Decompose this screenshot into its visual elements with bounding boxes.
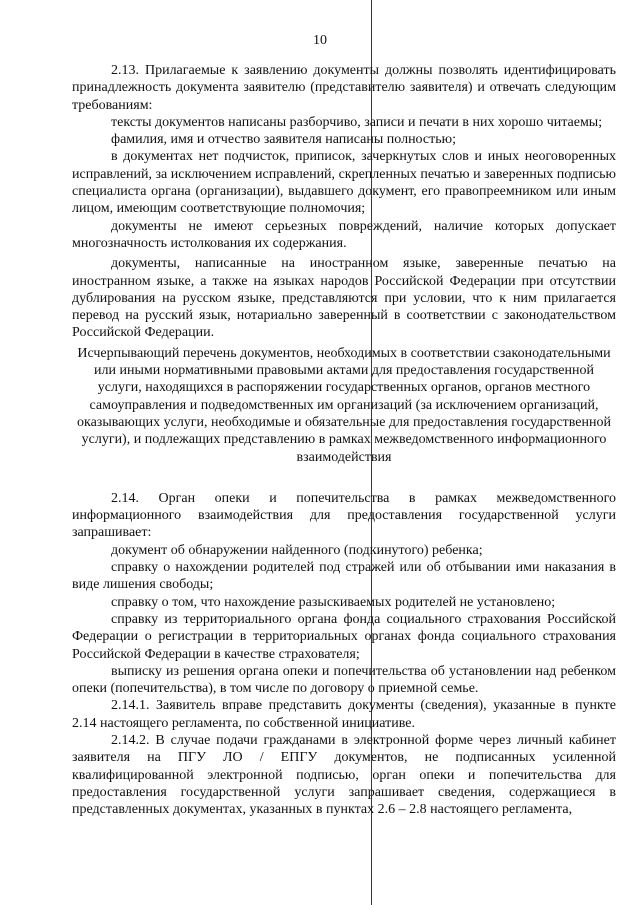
section-heading: Исчерпывающий перечень документов, необходимых в соответствии сзаконодательными или иными нормативными правовыми актами для предоставления государственной услуги, находящихся в распоряжении государственных органов, органов местного самоуправления и подведомственных им организаций (за исключением организаций, оказывающих услуги, необходимые и обязательные для предоставления государственной услуги), и подлежащих представлению в рамках межведомственного информационного взаимодействия [77, 345, 611, 465]
list-item: справку о том, что нахождение разыскиваемых родителей не установлено; [111, 594, 556, 610]
requirement-no-damage: документы не имеют серьезных повреждений, наличие которых допускает многозначность истолкования их содержания. [72, 218, 616, 251]
list-item: выписку из решения органа опеки и попечительства об установлении над ребенком опеки (попечительства), в том числе по договору о приемной семье. [72, 663, 616, 697]
requirement-legible: тексты документов написаны разборчиво, записи и печати в них хорошо читаемы; [111, 114, 603, 130]
paragraph-2-14-2: 2.14.2. В случае подачи гражданами в электронной форме через личный кабинет заявителя на ПГУ ЛО / ЕПГУ документов, не подписанных усиленной квалифицированной электронной подписью, орган опеки и попечительства для предоставления государственной услуги запрашивает сведения, содержащиеся в представленных документах, указанных в пунктах 2.6 – 2.8 настоящего регламента, [72, 732, 616, 818]
paragraph-2-13: 2.13. Прилагаемые к заявлению документы должны позволять идентифицировать принадлежность документа заявителю (представителю заявителя) и отвечать следующим требованиям: [72, 63, 616, 113]
paragraph-2-14-1: 2.14.1. Заявитель вправе представить документы (сведения), указанные в пункте 2.14 настоящего регламента, по собственной инициативе. [72, 698, 616, 731]
document-body [72, 62, 616, 818]
list-item: справку о нахождении родителей под стражей или об отбывании ими наказания в виде лишения свободы; [72, 560, 616, 593]
list-item: документ об обнаружении найденного (подкинутого) ребенка; [111, 542, 483, 558]
page-number: 10 [313, 33, 327, 48]
requirement-full-name: фамилия, имя и отчество заявителя написаны полностью; [111, 132, 456, 148]
requirement-foreign-language: документы, написанные на иностранном языке, заверенные печатью на иностранном языке, а также на языках народов Российской Федерации при отсутствии дублирования на русском языке, представляются при условии, что к ним прилагается перевод на русский язык, нотариально заверенный в соответствии с законодательством Российской Федерации. [72, 256, 616, 341]
list-item: справку из территориального органа фонда социального страхования Российской Федерации о регистрации в территориальных органах фонда социального страхования Российской Федерации в качестве страхователя; [72, 611, 616, 662]
paragraph-2-14: 2.14. Орган опеки и попечительства в рамках межведомственного информационного взаимодействия для предоставления государственной услуги запрашивает: [72, 490, 616, 541]
requirement-no-corrections: в документах нет подчисток, приписок, зачеркнутых слов и иных неоговоренных исправлений, за исключением исправлений, скрепленных печатью и заверенных подписью специалиста органа (организации), выдавшего документ, его правопреемником или иным лицом, имеющим соответствующие полномочия; [72, 149, 616, 217]
